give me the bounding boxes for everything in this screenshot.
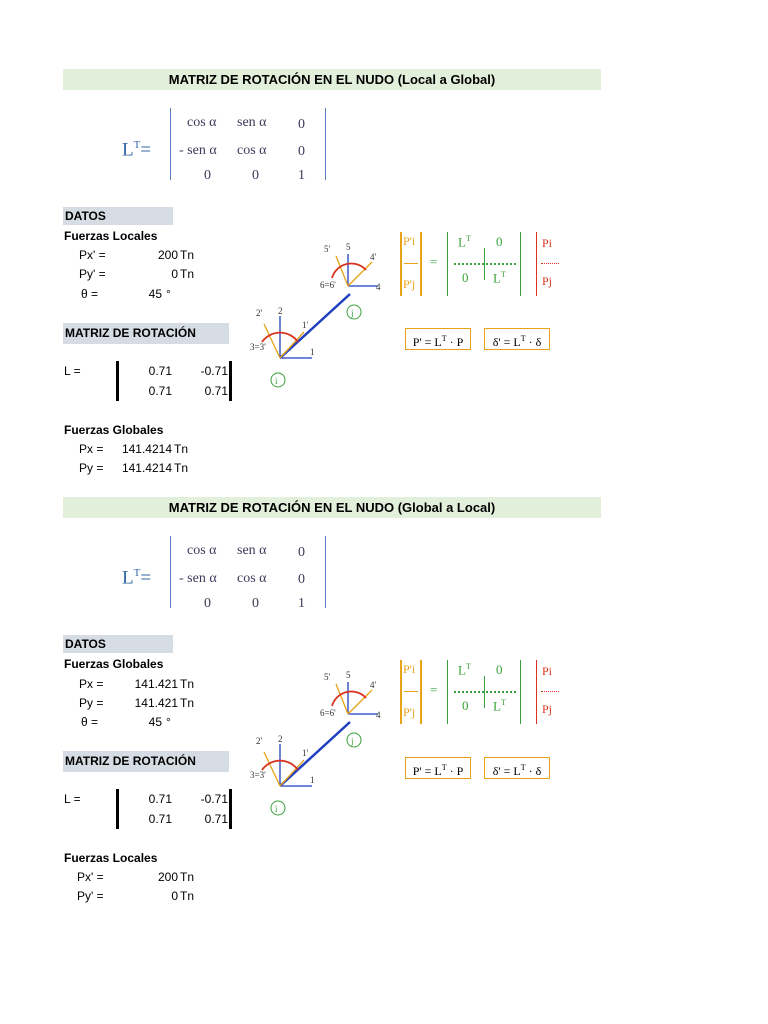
- m-r1c3: 0: [298, 545, 305, 560]
- label-1: 1: [310, 775, 315, 785]
- m-r1c3: 0: [298, 117, 305, 132]
- input-label: Py' =: [79, 267, 106, 281]
- label-2p: 2': [256, 736, 263, 746]
- label-66p: 6=6': [320, 280, 336, 290]
- block-zero-1: 0: [496, 234, 503, 249]
- l-matrix-right-bar: [229, 789, 232, 829]
- block-equation: [398, 232, 563, 298]
- m-r1c2: sen α: [237, 543, 267, 558]
- block-zero-1: 0: [496, 662, 503, 677]
- label-2: 2: [278, 734, 283, 744]
- lt-symbol: $L^T=$: [122, 567, 152, 589]
- block-pj-prime: P'j: [403, 277, 416, 291]
- matriz-label: MATRIZ DE ROTACIÓN: [63, 751, 229, 772]
- l-label: L =: [64, 792, 81, 806]
- m-r3c1: 0: [204, 596, 211, 611]
- label-4p: 4': [370, 680, 377, 690]
- l-cell: -0.71: [200, 792, 228, 806]
- block-zero-2: 0: [462, 698, 469, 713]
- input-unit: Tn: [180, 267, 195, 281]
- matrix-left-bar: [170, 536, 171, 608]
- datos-label: DATOS: [63, 207, 173, 225]
- block-pj: Pj: [542, 702, 553, 716]
- node-j-label: j: [351, 308, 354, 318]
- output-label: Px =: [79, 442, 104, 456]
- node-i-label: i: [275, 376, 278, 386]
- m-r1c1: cos α: [187, 543, 217, 558]
- block-lt-2: $L^T$: [493, 698, 506, 714]
- m-r2c2: cos α: [237, 571, 267, 586]
- fuerzas-out-label: Fuerzas Locales: [64, 851, 158, 865]
- m-r2c2: cos α: [237, 143, 267, 158]
- block-eq: =: [430, 254, 438, 269]
- label-33p: 3=3': [250, 770, 266, 780]
- m-r3c3: 1: [298, 168, 305, 183]
- input-value: 141.421: [134, 677, 178, 691]
- formula-force: $P' = L^T \cdot P$: [405, 328, 471, 350]
- l-matrix-left-bar: [116, 789, 119, 829]
- output-value: 141.4214: [121, 442, 172, 456]
- formula-displacement: $\delta' = L^T \cdot \delta$: [484, 757, 550, 779]
- input-unit: °: [166, 287, 171, 301]
- l-cell: 0.71: [204, 812, 228, 826]
- fuerzas-in-label: Fuerzas Locales: [64, 229, 158, 243]
- matrix-left-bar: [170, 108, 171, 180]
- formula-displacement: $\delta' = L^T \cdot \delta$: [484, 328, 550, 350]
- label-33p: 3=3': [250, 342, 266, 352]
- output-unit: Tn: [180, 889, 195, 903]
- block-zero-2: 0: [462, 270, 469, 285]
- label-5: 5: [346, 242, 351, 252]
- label-5p: 5': [324, 244, 331, 254]
- matriz-label: MATRIZ DE ROTACIÓN: [63, 323, 229, 344]
- fuerzas-in-label: Fuerzas Globales: [64, 657, 164, 671]
- m-r2c3: 0: [298, 144, 305, 159]
- datos-label: DATOS: [63, 635, 173, 653]
- input-label: Px' =: [79, 248, 106, 262]
- label-1p: 1': [302, 748, 309, 758]
- input-label: Py =: [79, 696, 104, 710]
- output-label: Py' =: [77, 889, 104, 903]
- label-2p: 2': [256, 308, 263, 318]
- label-66p: 6=6': [320, 708, 336, 718]
- input-label: θ =: [81, 715, 99, 729]
- label-4: 4: [376, 710, 381, 720]
- block-pi-prime: P'i: [403, 662, 416, 676]
- m-r3c1: 0: [204, 168, 211, 183]
- m-r3c2: 0: [252, 596, 259, 611]
- member-line: [280, 294, 350, 358]
- block-lt-2: $L^T$: [493, 270, 506, 286]
- section-title: MATRIZ DE ROTACIÓN EN EL NUDO (Local a Global): [63, 69, 601, 90]
- label-4: 4: [376, 282, 381, 292]
- l-cell: 0.71: [148, 792, 172, 806]
- block-lt-1: $L^T$: [458, 662, 471, 678]
- block-pi: Pi: [542, 664, 553, 678]
- output-label: Px' =: [77, 870, 104, 884]
- input-unit: °: [166, 715, 171, 729]
- block-equation: [398, 660, 563, 726]
- m-r2c3: 0: [298, 572, 305, 587]
- label-5: 5: [346, 670, 351, 680]
- l-cell: 0.71: [148, 384, 172, 398]
- matrix-right-bar: [325, 108, 326, 180]
- l-matrix-left-bar: [116, 361, 119, 401]
- label-1p: 1': [302, 320, 309, 330]
- m-r3c2: 0: [252, 168, 259, 183]
- node-j-label: j: [351, 736, 354, 746]
- input-label: Px =: [79, 677, 104, 691]
- input-value: 45: [148, 715, 162, 729]
- member-line: [280, 722, 350, 786]
- input-value: 141.421: [134, 696, 178, 710]
- input-unit: Tn: [180, 248, 195, 262]
- section-title: MATRIZ DE ROTACIÓN EN EL NUDO (Global a Local): [63, 497, 601, 518]
- m-r2c1: - sen α: [179, 143, 217, 158]
- output-label: Py =: [79, 461, 104, 475]
- block-pj-prime: P'j: [403, 705, 416, 719]
- input-value: 200: [157, 248, 178, 262]
- label-4p: 4': [370, 252, 377, 262]
- label-5p: 5': [324, 672, 331, 682]
- lt-symbol: $L^T=$: [122, 139, 152, 161]
- input-unit: Tn: [180, 696, 195, 710]
- fuerzas-out-label: Fuerzas Globales: [64, 423, 164, 437]
- input-value: 45: [148, 287, 162, 301]
- l-cell: 0.71: [148, 364, 172, 378]
- output-unit: Tn: [180, 870, 195, 884]
- output-value: 200: [157, 870, 178, 884]
- l-cell: 0.71: [148, 812, 172, 826]
- m-r1c1: cos α: [187, 115, 217, 130]
- output-value: 141.4214: [121, 461, 172, 475]
- m-r2c1: - sen α: [179, 571, 217, 586]
- l-cell: 0.71: [204, 384, 228, 398]
- input-unit: Tn: [180, 677, 195, 691]
- l-matrix-right-bar: [229, 361, 232, 401]
- matrix-right-bar: [325, 536, 326, 608]
- l-cell: -0.71: [200, 364, 228, 378]
- input-value: 0: [171, 267, 178, 281]
- block-pi: Pi: [542, 236, 553, 250]
- m-r3c3: 1: [298, 596, 305, 611]
- block-pj: Pj: [542, 274, 553, 288]
- label-2: 2: [278, 306, 283, 316]
- node-i-label: i: [275, 804, 278, 814]
- block-pi-prime: P'i: [403, 234, 416, 248]
- output-unit: Tn: [174, 442, 189, 456]
- formula-force: $P' = L^T \cdot P$: [405, 757, 471, 779]
- l-label: L =: [64, 364, 81, 378]
- block-eq: =: [430, 682, 438, 697]
- output-unit: Tn: [174, 461, 189, 475]
- block-lt-1: $L^T$: [458, 234, 471, 250]
- m-r1c2: sen α: [237, 115, 267, 130]
- input-label: θ =: [81, 287, 99, 301]
- output-value: 0: [171, 889, 178, 903]
- label-1: 1: [310, 347, 315, 357]
